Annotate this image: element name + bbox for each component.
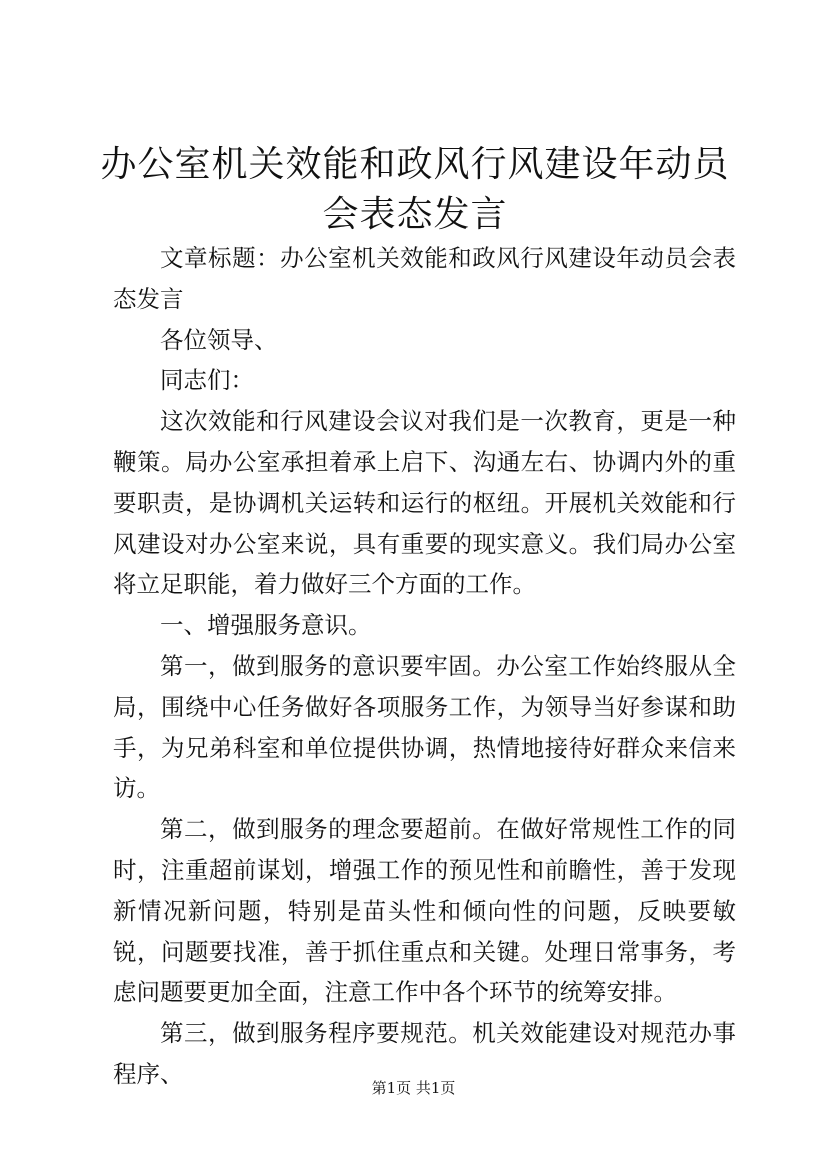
paragraph-point-1: 第一，做到服务的意识要牢固。办公室工作始终服从全局，围绕中心任务做好各项服务工作，为领导当好参谋和助手，为兄弟科室和单位提供协调，热情地接待好群众来信来访。 xyxy=(113,651,736,803)
paragraph-point-3: 第三，做到服务程序要规范。机关效能建设对规范办事程序、 xyxy=(113,1019,736,1088)
paragraph-intro: 这次效能和行风建设会议对我们是一次教育，更是一种鞭策。局办公室承担着承上启下、沟通左右、协调内外的重要职责，是协调机关运转和运行的枢纽。开展机关效能和行风建设对办公室来说，具有重要的现实意义。我们局办公室将立足职能，着力做好三个方面的工作。 xyxy=(113,407,736,599)
paragraph-article-title: 文章标题：办公室机关效能和政风行风建设年动员会表态发言 xyxy=(113,244,736,313)
paragraph-point-2: 第二，做到服务的理念要超前。在做好常规性工作的同时，注重超前谋划，增强工作的预见性和前瞻性，善于发现新情况新问题，特别是苗头性和倾向性的问题，反映要敏锐，问题要找准，善于抓住重点和关键。处理日常事务，考虑问题要更加全面，注意工作中各个环节的统筹安排。 xyxy=(113,815,736,1007)
paragraph-salutation-comrades: 同志们： xyxy=(160,366,254,395)
paragraph-salutation-leaders: 各位领导、 xyxy=(160,325,278,354)
document-body xyxy=(113,238,736,1095)
paragraph-section-heading: 一、增强服务意识。 xyxy=(160,611,372,640)
document-title: 办公室机关效能和政风行风建设年动员会表态发言 xyxy=(100,144,730,235)
page-footer: 第1页 共1页 xyxy=(371,1079,456,1097)
